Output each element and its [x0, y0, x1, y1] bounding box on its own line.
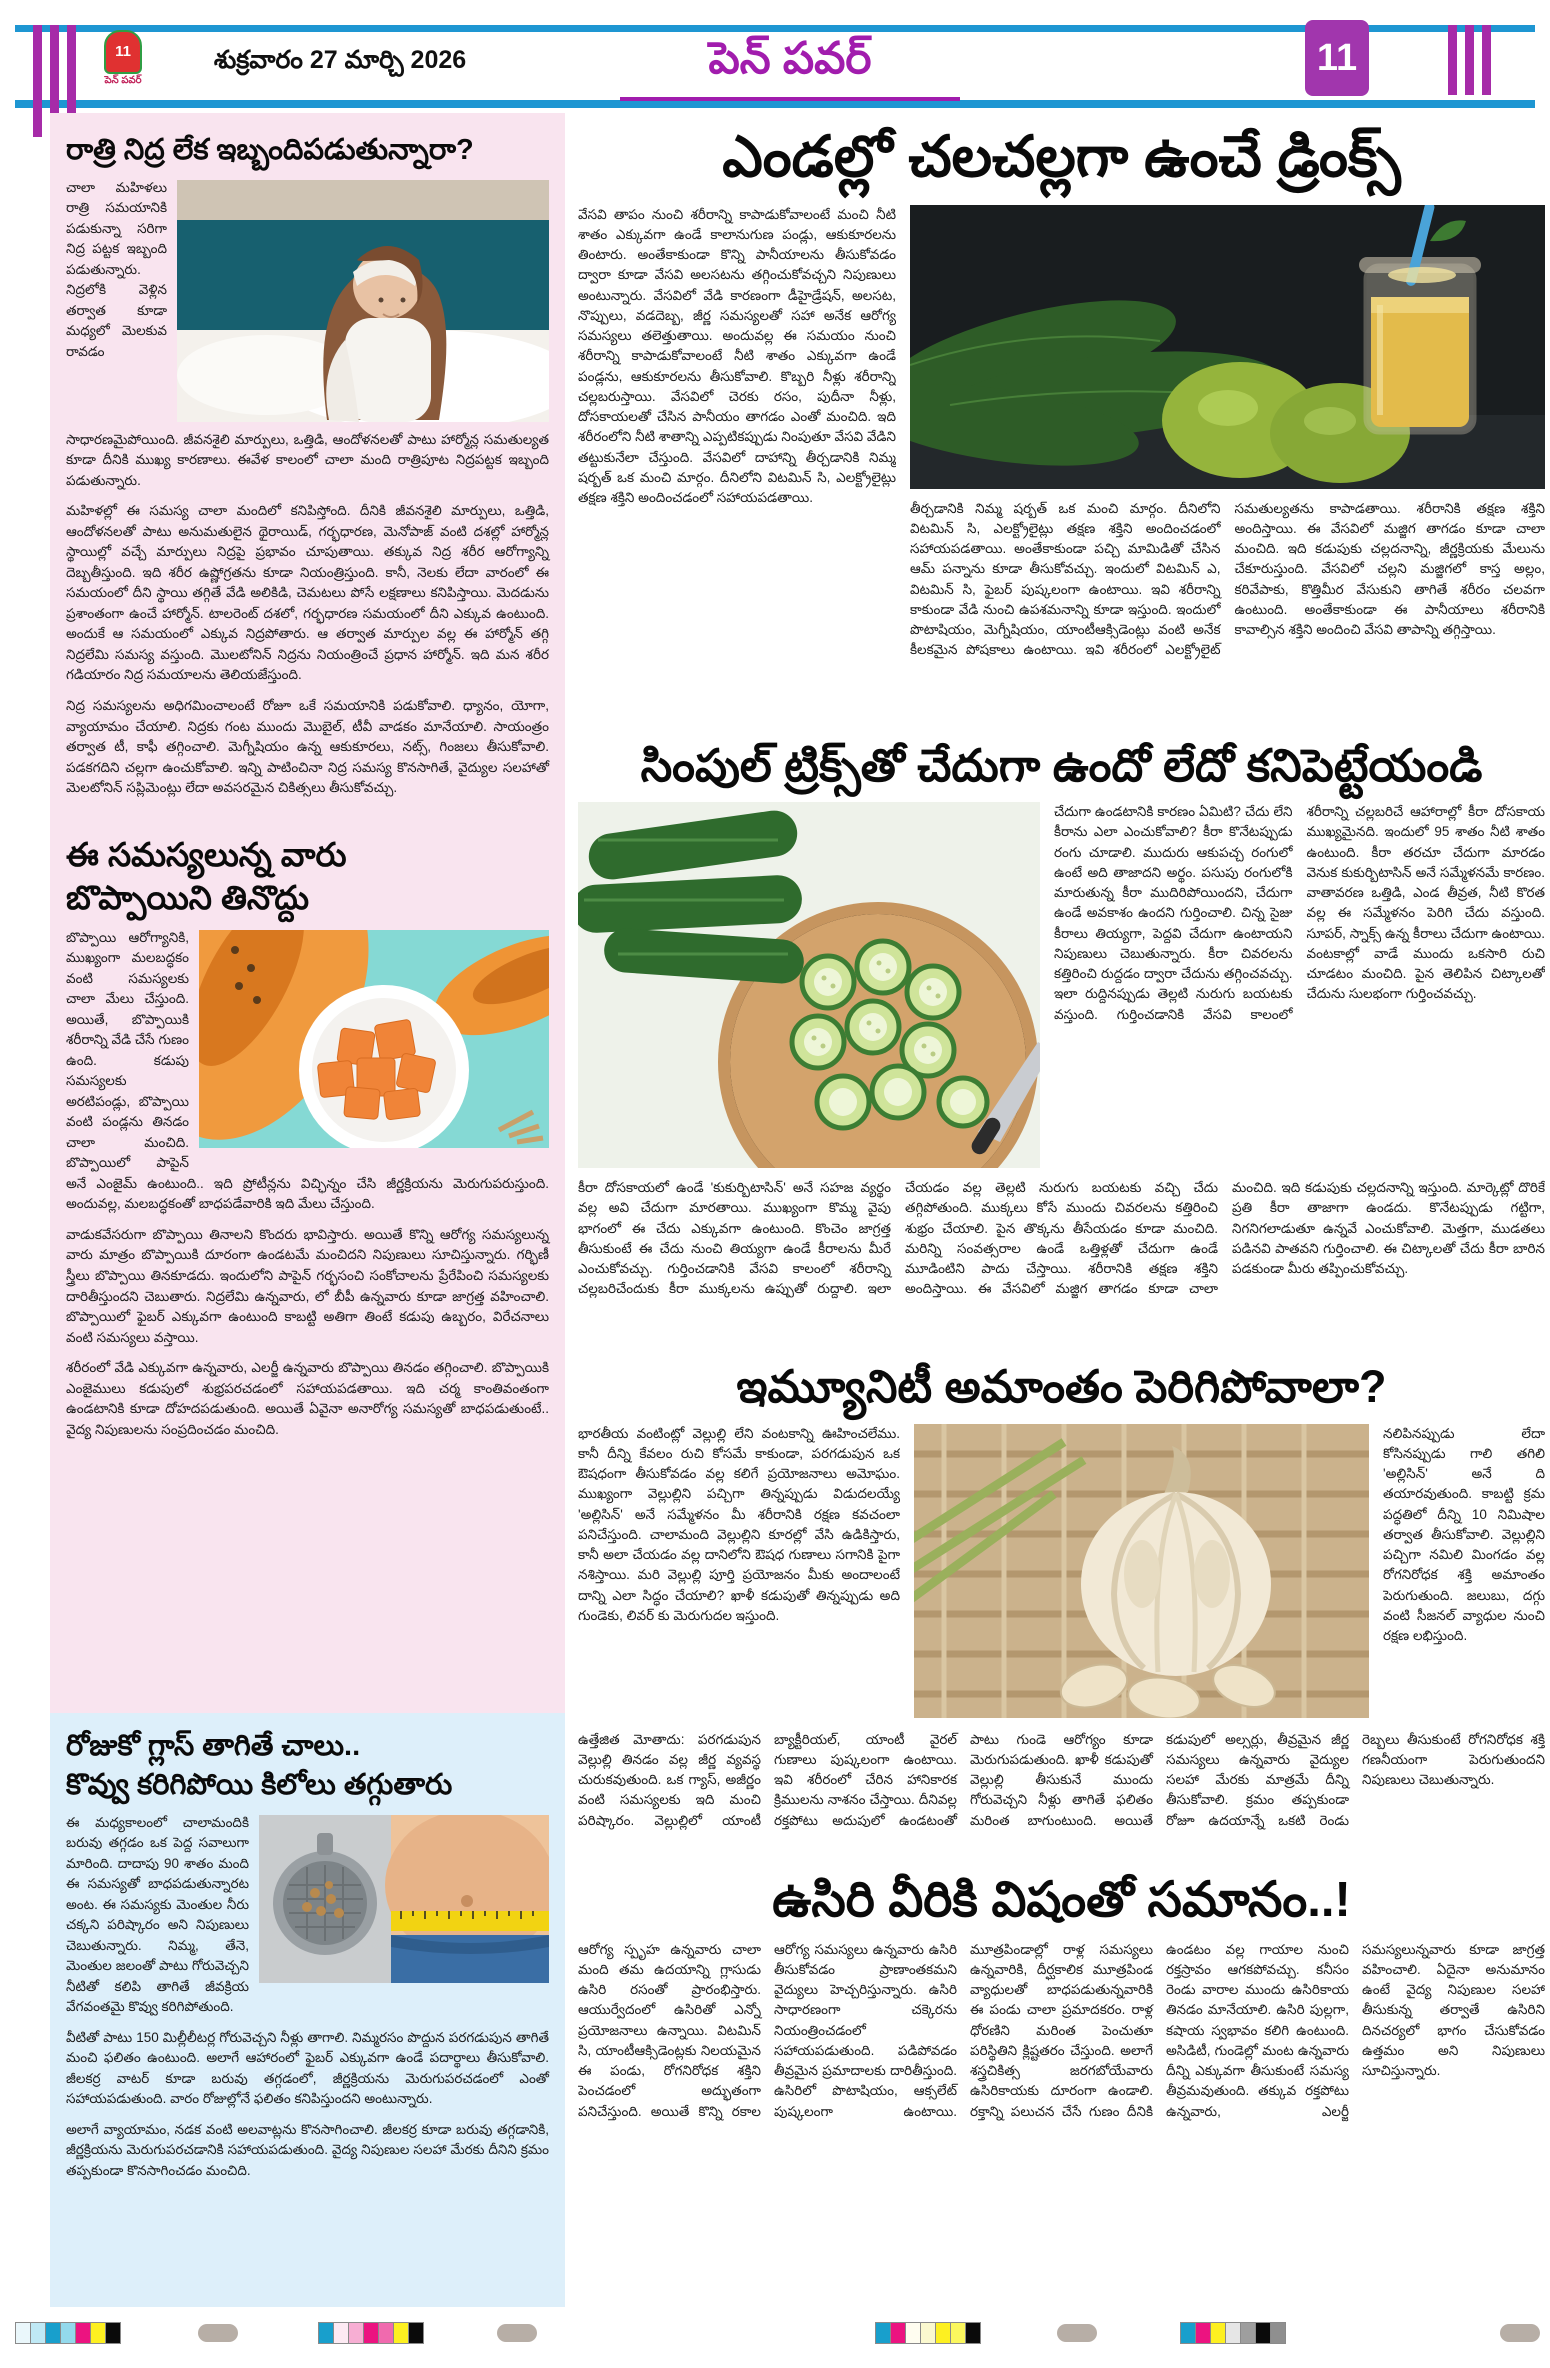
- left-column-pink-panel: [50, 113, 565, 1713]
- immunity-garlic-col1: భారతీయ వంటింట్లో వెల్లుల్లి లేని వంటకాన్ని ఊహించలేము. కానీ దీన్ని కేవలం రుచి కోసమే కాకుండా, పరగడుపున ఒక ఔషధంగా తీసుకోవడం వల్ల కలిగే ప్రయోజనాలు అమోఘం. ముఖ్యంగా వెల్లుల్లిని పచ్చిగా తిన్నప్పుడు విడుదలయ్యే 'అల్లిసిన్' అనే సమ్మేళనం మీ శరీరానికి రక్షణ కవచంలా పనిచేస్తుంది. చాలామంది వెల్లుల్లిని కూరల్లో వేసి ఉడికిస్తారు, కానీ అలా చేయడం వల్ల దానిలోని ఔషధ గుణాలు సగానికి పైగా నశిస్తాయి. మరి వెల్లుల్లి పూర్తి ప్రయోజనం మీకు అందాలంటే దాన్ని ఎలా సిద్ధం చేయాలి? ఖాళీ కడుపుతో తిన్నప్పుడు అది గుండెకు, లివర్ కు మెరుగుదల ఇస్తుంది.: [578, 1425, 900, 1623]
- color-swatch-group-3: [875, 2322, 980, 2344]
- color-swatch: [378, 2322, 394, 2344]
- cool-drinks-title: ఎండల్లో చలచల్లగా ఉంచే డ్రింక్స్: [722, 125, 1401, 189]
- sleepless-woman-photo: [177, 180, 549, 422]
- amla-title: ఉసిరి వీరికి విషంతో సమానం..!: [772, 1872, 1351, 1927]
- color-swatch: [1270, 2322, 1286, 2344]
- article-papaya-warning: [50, 817, 565, 1459]
- print-registration-bar: [0, 2322, 1550, 2348]
- color-swatch: [75, 2322, 91, 2344]
- color-swatch: [890, 2322, 906, 2344]
- amla-body-columns: ఆరోగ్య స్పృహ ఉన్నవారు చాలా మంది తమ ఉదయాన్ని గ్లాసుడు ఉసిరి రసంతో ప్రారంభిస్తారు. ఆయుర్వేదంలో ఉసిరితో ఎన్నో ప్రయోజనాలు ఉన్నాయి. విటమిన్ సి, యాంటీఆక్సిడెంట్లకు నిలయమైన ఈ పండు, రోగనిరోధక శక్తిని పెంచడంలో అద్భుతంగా పనిచేస్తుంది. అయితే కొన్ని రకాల ఆరోగ్య సమస్యలు ఉన్నవారు ఉసిరి తీసుకోవడం ప్రాణాంతకమని వైద్యులు హెచ్చరిస్తున్నారు. ఉసిరి సాధారణంగా చక్కెరను నియంత్రించడంలో సహాయపడుతుంది. పడిపోవడం తీవ్రమైన ప్రమాదాలకు దారితీస్తుంది. ఉసిరిలో పొటాషియం, ఆక్సలేట్ పుష్కలంగా ఉంటాయి. మూత్రపిండాల్లో రాళ్ల సమస్యలు ఉన్నవారికి, దీర్ఘకాలిక మూత్రపిండ వ్యాధులతో బాధపడుతున్నవారికి ఈ పండు చాలా ప్రమాదకరం. రాళ్ల ధోరణిని మరింత పెంచుతూ పరిస్థితిని క్లిష్టతరం చేస్తుంది. అలాగే శస్త్రచికిత్స జరగబోయేవారు ఉసిరికాయకు దూరంగా ఉండాలి. రక్తాన్ని పలుచన చేసే గుణం దీనికి ఉండటం వల్ల గాయాల నుంచి రక్తస్రావం ఆగకపోవచ్చు. కనీసం రెండు వారాల ముందు ఉసిరికాయ తినడం మానేయాలి. ఉసిరి పుల్లగా, కషాయ స్వభావం కలిగి ఉంటుంది. అసిడిటీ, గుండెల్లో మంట ఉన్నవారు దీన్ని ఎక్కువగా తీసుకుంటే సమస్య తీవ్రమవుతుంది. తక్కువ రక్తపోటు ఉన్నవారు, ఎలర్జీ సమస్యలున్నవారు కూడా జాగ్రత్త వహించాలి. ఏదైనా అనుమానం ఉంటే వైద్య నిపుణుల సలహా తీసుకున్న తర్వాతే ఉసిరిని దినచర్యలో భాగం చేసుకోవడం ఉత్తమం అని నిపుణులు సూచిస్తున్నారు.: [578, 1941, 1545, 2119]
- color-swatch: [1225, 2322, 1241, 2344]
- article-amla-poison: [578, 1874, 1545, 2228]
- fatloss-paragraph-3: అలాగే వ్యాయామం, నడక వంటి అలవాట్లను కొనసాగించాలి. జీలకర్ర కూడా బరువు తగ్గడానికి, జీర్ణక్రియను మెరుగుపరచడానికి సహాయపడుతుంది. వైద్య నిపుణుల సలహా మేరకు దీనిని క్రమం తప్పకుండా కొనసాగించడం మంచిది.: [66, 2121, 549, 2178]
- color-swatch: [1255, 2322, 1271, 2344]
- color-swatch: [875, 2322, 891, 2344]
- sleep-paragraph-3: నిద్ర సమస్యలను అధిగమించాలంటే రోజూ ఒకే సమయానికి పడుకోవాలి. ధ్యానం, యోగా, వ్యాయామం చేయాలి. నిద్రకు గంట ముందు మొబైల్, టీవీ వాడకం మానేయాలి. సాయంత్రం తర్వాత టీ, కాఫీ తగ్గించాలి. మెగ్నీషియం ఉన్న ఆకుకూరలు, నట్స్, గింజలు తీసుకోవాలి. పడకగదిని చల్లగా ఉంచుకోవాలి. ఇన్ని పాటించినా నిద్ర సమస్య కొనసాగితే, వైద్యుల సలహాతో మెలటోనిన్ సప్లిమెంట్లు లేదా అవసరమైన చికిత్సలు తీసుకోవచ్చు.: [66, 697, 549, 796]
- color-swatch: [393, 2322, 409, 2344]
- immunity-garlic-lower-columns: ఉత్తేజిత మోతాదు: పరగడుపున వెల్లుల్లి తినడం వల్ల జీర్ణ వ్యవస్థ చురుకవుతుంది. ఒక గ్యాస్, అజీర్ణం వంటి సమస్యలకు ఇది మంచి పరిష్కారం. వెల్లుల్లిలో యాంటీ బ్యాక్టీరియల్, యాంటీ వైరల్ గుణాలు పుష్కలంగా ఉంటాయి. ఇవి శరీరంలో చేరిన హానికారక క్రిములను నాశనం చేస్తాయి. దీనివల్ల రక్తపోటు అదుపులో ఉండటంతో పాటు గుండె ఆరోగ్యం కూడా మెరుగుపడుతుంది. ఖాళీ కడుపుతో వెల్లుల్లి తీసుకునే ముందు గోరువెచ్చని నీళ్లు తాగితే ఫలితం మరింత బాగుంటుంది. అయితే కడుపులో అల్సర్లు, తీవ్రమైన జీర్ణ సమస్యలు ఉన్నవారు వైద్యుల సలహా మేరకు మాత్రమే దీన్ని తీసుకోవాలి. క్రమం తప్పకుండా రోజూ ఉదయాన్నే ఒకటి రెండు రెబ్బలు తీసుకుంటే రోగనిరోధక శక్తి గణనీయంగా పెరుగుతుందని నిపుణులు చెబుతున్నారు.: [578, 1731, 1545, 1828]
- cool-drinks-col1: వేసవి తాపం నుంచి శరీరాన్ని కాపాడుకోవాలంటే మంచి నీటి శాతం ఎక్కువగా ఉండే కాలానుగుణ పండ్లు, ఆకుకూరలను తింటారు. అంతేకాకుండా కొన్ని పానీయాలను తీసుకోవడం ద్వారా కూడా వేసవి అలసటను తగ్గించుకోవచ్చని నిపుణులు అంటున్నారు. వేసవిలో వేడి కారణంగా డీహైడ్రేషన్, అలసట, నొప్పులు, వడదెబ్బ, జీర్ణ సమస్యలతో సహా అనేక ఆరోగ్య సమస్యలు తలెత్తుతాయి. అందువల్ల ఈ సమయం నుంచి శరీరాన్ని కాపాడుకోవాలంటే నీటి శాతం ఎక్కువగా ఉండే పండ్లను, ఆకుకూరలను తీసుకోవాలి. కొబ్బరి నీళ్లు శరీరాన్ని చల్లబరుస్తాయి. వేసవిలో చెరకు రసం, పుదీనా నీళ్లు, దోసకాయలతో చేసిన పానీయం తాగడం ఎంతో మంచిది. ఇది శరీరంలోని నీటి శాతాన్ని ఎప్పటికప్పుడు నింపుతూ వేసవి వేడిని తట్టుకునేలా చేస్తుంది. వేసవిలో దాహాన్ని తీర్చడానికి నిమ్మ షర్బత్ ఒక మంచి మార్గం. దీనిలోని విటమిన్ సి, ఎలక్ట్రోలైట్లు తక్షణ శక్తిని అందించడంలో సహాయపడతాయి.: [578, 206, 896, 506]
- immunity-garlic-col2: నలిపినప్పుడు లేదా కోసినప్పుడు గాలి తగిలి 'అల్లిసిన్' అనే ది తయారవుతుంది. కాబట్టి క్రమ పద్ధతిలో దీన్ని 10 నిమిషాల తర్వాత తీసుకోవాలి. వెల్లుల్లిని పచ్చిగా నమిలి మింగడం వల్ల రోగనిరోధక శక్తి అమాంతం పెరుగుతుంది. జలుబు, దగ్గు వంటి సీజనల్ వ్యాధుల నుంచి రక్షణ లభిస్తుంది.: [1383, 1425, 1545, 1644]
- newspaper-logo: [95, 30, 151, 100]
- color-swatch-group-1: [15, 2322, 120, 2344]
- color-swatch: [1180, 2322, 1196, 2344]
- main-column: [578, 108, 1545, 2320]
- color-swatch: [90, 2322, 106, 2344]
- fatloss-paragraph-1: ఈ మధ్యకాలంలో చాలామందికి బరువు తగ్గడం ఒక పెద్ద సవాలుగా మారింది. దాదాపు 90 శాతం మంది ఈ సమస్యతో బాధపడుతున్నారట అంట. ఈ సమస్యకు మెంతుల నీరు చక్కని పరిష్కారం అని నిపుణులు చెబుతున్నారు. నిమ్మ, తేనె, మెంతుల జలంతో పాటు గోరువెచ్చని నీటితో కలిపి తాగితే జీవక్రియ వేగవంతమై కొవ్వు కరిగిపోతుంది.: [66, 1814, 249, 2015]
- logo-shield-icon: 11: [104, 30, 142, 74]
- bitter-cucumber-col2: గుర్తించడానికి వేసవి కాలంలో శరీరాన్ని చల్లబరిచే ఆహారాల్లో కీరా దోసకాయ ముఖ్యమైనది. ఇందులో 95 శాతం నీటి శాతం ఉంటుంది. కీరా తరచూ చేదుగా మారడం వెనుక కుకుర్బిటాసిన్ అనే సమ్మేళనమే కారణం. వాతావరణ ఒత్తిడి, ఎండ తీవ్రత, నీటి కొరత వల్ల ఈ సమ్మేళనం పెరిగి చేదు వస్తుంది. సూపర్, స్నాక్స్ ఉన్న కీరాలు చేదుగా ఉంటాయి. వంటకాల్లో వాడే ముందు ఒకసారి రుచి చూడటం మంచిది. పైన తెలిపిన చిట్కాలతో చేదును సులభంగా గుర్తించవచ్చు.: [1116, 804, 1545, 1022]
- edition-date: శుక్రవారం 27 మార్చి 2026: [213, 46, 467, 74]
- bitter-cucumber-b1: కీరా దోసకాయలో ఉండే 'కుకుర్బిటాసిన్' అనే సహజ వ్యర్థం వల్ల అవి చేదుగా మారతాయి. ముఖ్యంగా కొమ్మ వైపు భాగంలో ఈ చేదు ఎక్కువగా ఉంటుంది. కొంచెం జాగ్రత్త తీసుకుంటే ఈ చేదు నుంచి తియ్యగా ఉండే కీరాలను మీరే ఎంచుకోవచ్చు.: [578, 1180, 891, 1277]
- cool-drinks-col3: శరీరానికి తక్షణ శక్తిని అందిస్తాయి. ఈ వేసవిలో మజ్జిగ తాగడం కూడా చాలా మంచిది. ఇది కడుపుకు చల్లదనాన్ని, జీర్ణక్రియకు మేలును చేకూరుస్తుంది. వేసవిలో చల్లని మజ్జిగలో కాస్త అల్లం, కరివేపాకు, కొత్తిమీర వేసుకుని తాగితే శరీరం చలవగా ఉంటుంది. అంతేకాకుండా ఈ పానీయాలు శరీరానికి కావాల్సిన శక్తిని అందించి వేసవి తాపాన్ని తగ్గిస్తాయి.: [1234, 500, 1545, 638]
- color-swatch: [935, 2322, 951, 2344]
- papaya-paragraph-1: బొప్పాయి ఆరోగ్యానికి, ముఖ్యంగా మలబద్ధకం వంటి సమస్యలకు చాలా మేలు చేస్తుంది. అయితే, బొప్పాయికి శరీరాన్ని వేడి చేసే గుణం ఉంది. కడుపు సమస్యలకు అరటిపండ్లు, బొప్పాయి వంటి పండ్లను తినడం చాలా మంచిది. బొప్పాయిలో పాపైన్ అనే ఎంజైమ్ ఉంటుంది.. ఇది ప్రోటీన్లను విచ్ఛిన్నం చేసి జీర్ణక్రియను మెరుగుపరుస్తుంది. అందువల్ల, మలబద్ధకంతో బాధపడేవారికి ఇది మేలు చేస్తుంది.: [66, 929, 549, 1212]
- belly-measuring-tape-photo: [259, 1815, 549, 1983]
- color-swatch: [950, 2322, 966, 2344]
- cucumber-photo: [578, 802, 1040, 1168]
- color-swatch: [965, 2322, 981, 2344]
- article-sleep-problems: [50, 113, 565, 817]
- article-papaya-title-line2: బొప్పాయిని తినొద్దు: [66, 879, 310, 917]
- color-swatch: [15, 2322, 31, 2344]
- right-corner-stripes: [1448, 25, 1491, 95]
- color-swatch: [348, 2322, 364, 2344]
- color-swatch: [30, 2322, 46, 2344]
- color-swatch: [60, 2322, 76, 2344]
- article-sleep-title: రాత్రి నిద్ర లేక ఇబ్బందిపడుతున్నారా?: [66, 134, 474, 166]
- mango-drink-photo: [910, 205, 1545, 489]
- bitter-cucumber-b2: గుర్తించడానికి వేసవి కాలంలో శరీరాన్ని చల్లబరిచేందుకు కీరా ముక్కలను ఉప్పుతో రుద్దాలి. ఇలా చేయడం వల్ల తెల్లటి నురుగు బయటకు వచ్చి చేదు తగ్గిపోతుంది. ముక్కలు కోసే ముందు చివరలను కత్తిరించి శుభ్రం చేయాలి. పైన తొక్కను తీసేయడం కూడా మంచిది. మరిన్ని సంవత్సరాల ఉండే ఒత్తిళ్లతో చేదుగా ఉండే మూడింటిని పాదు చేస్తాయి.: [578, 1180, 1218, 1297]
- color-swatch: [1240, 2322, 1256, 2344]
- immunity-garlic-title: ఇమ్యూనిటీ అమాంతం పెరిగిపోవాలా?: [736, 1361, 1387, 1413]
- bitter-cucumber-lower-columns: [578, 1178, 1545, 1344]
- article-bitter-cucumber: [578, 741, 1545, 1345]
- page-number-badge: 11: [1305, 20, 1369, 96]
- article-fatloss-title-line2: కొవ్వు కరిగిపోయి కిలోలు తగ్గుతారు: [66, 1768, 453, 1801]
- registration-pill-2: [497, 2324, 537, 2342]
- article-fat-loss-drink: [50, 1713, 565, 2199]
- color-swatch-group-2: [318, 2322, 423, 2344]
- color-swatch: [363, 2322, 379, 2344]
- article-fatloss-title-line1: రోజుకో గ్లాస్ తాగితే చాలు..: [66, 1730, 361, 1762]
- sleep-paragraph-2: మహిళల్లో ఈ సమస్య చాలా మందిలో కనిపిస్తోంది. దీనికి జీవనశైలి మార్పులు, ఒత్తిడి, ఆందోళనలతో పాటు అనుమతులైన థైరాయిడ్, గర్భధారణ, మెనోపాజ్ వంటి దశల్లో హార్మోన్ల స్థాయిల్లో వచ్చే మార్పులు నిద్రపై ప్రభావం చూపుతాయి. తక్కువ నిద్ర శరీర ఆరోగ్యాన్ని దెబ్బతీస్తుంది. ఇది శరీర ఉష్ణోగ్రతను కూడా నియంత్రిస్తుంది. కానీ, నెలకు లేదా వారంలో ఈ సమయంలో దీని స్థాయి తగ్గితే వేడి అలికిడి, చెమటలు పోసే లక్షణాలు కనిపిస్తాయి. మెదడును ప్రశాంతంగా ఉంచే హార్మోన్. టాలరెంట్ దశలో, గర్భధారణ సమయంలో దీని ఎక్కువ ఉంటుంది. అందుకే ఆ సమయంలో ఎక్కువ నిద్రపోతారు. ఆ తర్వాత మార్పుల వల్ల ఈ హార్మోన్ తగ్గి నిద్రలేమి సమస్య వస్తుంది. మొలటోనిన్ నిద్రను నియంత్రించే ప్రధాన హార్మోన్. ఇది మన శరీర గడియారం నిద్ర సమయాలను తెలియజేస్తుంది.: [66, 503, 549, 683]
- garlic-photo: [914, 1424, 1369, 1718]
- color-swatch: [318, 2322, 334, 2344]
- color-swatch: [333, 2322, 349, 2344]
- bitter-cucumber-col1: చేదుగా ఉండటానికి కారణం ఏమిటి? చేదు లేని కీరాను ఎలా ఎంచుకోవాలి? కీరా కొనేటప్పుడు రంగు చూడాలి. ముదురు ఆకుపచ్చ రంగులో ఉంటే అది తాజాదని అర్థం. పసుపు రంగులోకి మారుతున్న కీరా ముదిరిపోయిందని, చేదుగా ఉండే అవకాశం ఉందని గుర్తించాలి. చిన్న సైజు కీరాలు తియ్యగా, పెద్దవి చేదుగా ఉంటాయని నిపుణులు చెబుతున్నారు. కీరా చివరలను కత్తిరించి రుద్దడం ద్వారా చేదును తగ్గించవచ్చు. ఇలా రుద్దినప్పుడు తెల్లటి నురుగు బయటకు వస్తుంది.: [1054, 804, 1293, 1022]
- article-immunity-garlic: [578, 1362, 1545, 1856]
- color-swatch: [45, 2322, 61, 2344]
- papaya-paragraph-3: శరీరంలో వేడి ఎక్కువగా ఉన్నవారు, ఎలర్జీ ఉన్నవారు బొప్పాయి తినడం తగ్గించాలి. బొప్పాయికి ఎంజైములు కడుపులో శుభ్రపరచడంలో సహాయపడతాయి. ఇది చర్మ కాంతివంతంగా ఉండటానికి కూడా దోహదపడుతుంది. అయితే ఏవైనా అనారోగ్య సమస్యతో బాధపడుతుంటే.. వైద్య నిపుణులను సంప్రదించడం మంచిది.: [66, 1360, 549, 1437]
- registration-pill-3: [1057, 2324, 1097, 2342]
- logo-name: పెన్ పవర్: [104, 75, 142, 86]
- sleep-paragraph-1: చాలా మహిళలు రాత్రి సమయానికి పడుకున్నా సరిగా నిద్ర పట్టక ఇబ్బంది పడుతున్నారు. నిద్రలోకి వెళ్లిన తర్వాత కూడా మధ్యలో మెలకువ రావడం సాధారణమైపోయింది. జీవనశైలి మార్పులు, ఒత్తిడి, ఆందోళనలతో పాటు హార్మోన్ల సమతుల్యత కూడా దీనికి ముఖ్య కారణాలు. ఈవేళ కాలంలో చాలా మంది రాత్రిపూట నిద్రపట్టక ఇబ్బంది పడుతున్నారు.: [66, 179, 549, 488]
- color-swatch: [1210, 2322, 1226, 2344]
- papaya-photo: [199, 930, 549, 1148]
- color-swatch-group-4: [1180, 2322, 1285, 2344]
- color-swatch: [905, 2322, 921, 2344]
- registration-pill-4: [1500, 2324, 1540, 2342]
- fatloss-paragraph-2: వీటితో పాటు 150 మిల్లీలీటర్ల గోరువెచ్చని నీళ్లు తాగాలి. నిమ్మరసం పొద్దున పరగడుపున తాగితే మంచి ఫలితం ఉంటుంది. అలాగే ఆహారంలో ఫైబర్ ఎక్కువగా ఉండే పదార్థాలు తీసుకోవాలి. జీలకర్ర వాటర్ కూడా బరువు తగ్గడంలో, జీర్ణక్రియను మెరుగుపరచడంలో ఎంతో సహాయపడుతుంది. వారం రోజుల్లోనే ఫలితం కనిపిస్తుందని అంటున్నారు.: [66, 2029, 549, 2107]
- article-papaya-title-line1: ఈ సమస్యలున్న వారు: [66, 835, 347, 873]
- cool-drinks-col2: తీర్చడానికి నిమ్మ షర్బత్ ఒక మంచి మార్గం. దీనిలోని విటమిన్ సి, ఎలక్ట్రోలైట్లు తక్షణ శక్తిని అందించడంలో సహాయపడతాయి. అంతేకాకుండా పచ్చి మామిడితో చేసిన ఆమ్ పన్నాను కూడా తీసుకోవచ్చు. ఇందులో విటమిన్ ఎ, విటమిన్ సి, ఫైబర్ పుష్కలంగా ఉంటాయి. ఇవి శరీరాన్ని కాకుండా వేడి నుంచి ఉపశమనాన్ని కూడా ఇస్తుంది. ఇందులో పొటాషియం, మెగ్నీషియం, యాంటీఆక్సిడెంట్లు వంటి అనేక కీలకమైన పోషకాలు ఉంటాయి. ఇవి శరీరంలో ఎలక్ట్రోలైట్ సమతుల్యతను కాపాడతాయి.: [910, 500, 1401, 658]
- bitter-cucumber-right-columns: [1054, 802, 1545, 1168]
- cool-drinks-lower-columns: [910, 499, 1545, 721]
- color-swatch: [920, 2322, 936, 2344]
- left-column-blue-panel: [50, 1713, 565, 2307]
- papaya-paragraph-2: వాడుకవేసరుగా బొప్పాయి తినాలని కొందరు భావిస్తారు. అయితే కొన్ని ఆరోగ్య సమస్యలున్న వారు మాత్రం బొప్పాయికి దూరంగా ఉండటమే మంచిదని నిపుణులు సూచిస్తున్నారు. గర్భిణీ స్త్రీలు బొప్పాయి తినకూడదు. ఇందులోని పాపైన్ గర్భసంచి సంకోచాలను ప్రేరేపించి సమస్యలకు దారితీస్తుందని చెబుతారు. నిద్రలేమి ఉన్నవారు, లో బీపీ ఉన్నవారు కూడా జాగ్రత్త వహించాలి. బొప్పాయిలో ఫైబర్ ఎక్కువగా ఉంటుంది కాబట్టి అతిగా తింటే కడుపు ఉబ్బరం, విరేచనాలు వంటి సమస్యలు వస్తాయి.: [66, 1226, 549, 1345]
- color-swatch: [408, 2322, 424, 2344]
- masthead-title: పెన్ పవర్: [620, 34, 960, 101]
- registration-pill-1: [198, 2324, 238, 2342]
- bitter-cucumber-b3: శరీరానికి తక్షణ శక్తిని అందిస్తాయి. ఈ వేసవిలో మజ్జిగ తాగడం కూడా చాలా మంచిది. ఇది కడుపుకు చల్లదనాన్ని ఇస్తుంది. మార్కెట్లో దొరికే ప్రతి కీరా తాజాగా ఉండదు. కొనేటప్పుడు గట్టిగా, నిగనిగలాడుతూ ఉన్నవే ఎంచుకోవాలి. మెత్తగా, ముడతలు పడినవి పాతవని గుర్తించాలి. ఈ చిట్కాలతో చేదు కీరా బారిన పడకుండా మీరు తప్పించుకోవచ్చు.: [905, 1180, 1545, 1297]
- bitter-cucumber-title: సింపుల్ ట్రిక్స్‌తో చేదుగా ఉందో లేదో కనిపెట్టేయండి: [640, 739, 1483, 791]
- color-swatch: [105, 2322, 121, 2344]
- color-swatch: [1195, 2322, 1211, 2344]
- article-cool-drinks: [578, 126, 1545, 721]
